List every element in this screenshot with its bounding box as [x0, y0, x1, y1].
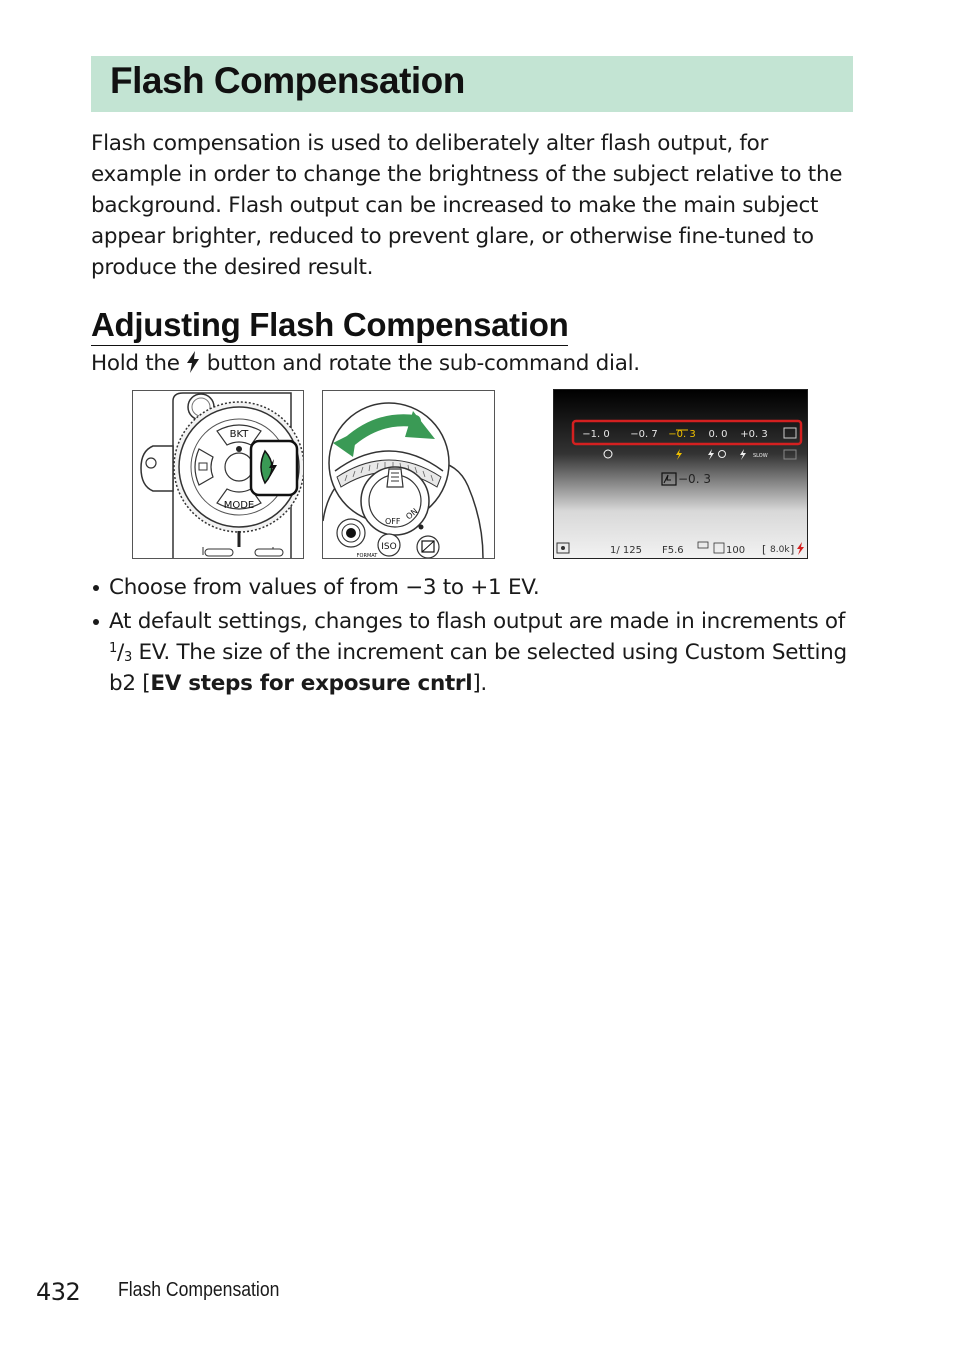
flash-icon	[186, 351, 200, 373]
fraction-slash: /	[116, 640, 124, 665]
slow-label: SLOW	[753, 453, 768, 459]
instruction-before: Hold the	[91, 351, 187, 376]
bullet-text: At default settings, changes to flash output are made in increments of	[109, 609, 846, 634]
section-title: Adjusting Flash Compensation	[91, 305, 568, 346]
format-label: FORMAT	[356, 553, 378, 558]
iso-label: ISO	[381, 542, 397, 552]
scale-value: 0. 0	[708, 429, 728, 440]
scale-value-selected: −0. 3	[668, 429, 696, 440]
figure-flash-button	[132, 390, 304, 559]
title-bar	[91, 56, 853, 112]
flash-comp-value: −0. 3	[678, 472, 711, 486]
svg-text:]: ]	[790, 543, 795, 556]
aperture: F5.6	[662, 545, 684, 556]
shutter-speed: 1/ 125	[610, 545, 642, 556]
iso-value: 100	[726, 545, 746, 556]
list-item	[91, 606, 861, 699]
figure-sub-command-dial	[322, 390, 495, 559]
on-label: ON	[404, 506, 420, 522]
scale-value: +0. 3	[740, 429, 768, 440]
scale-value: −1. 0	[582, 429, 610, 440]
figure-monitor	[553, 389, 808, 559]
bkt-label: BKT	[229, 429, 249, 440]
fraction-numerator: 1	[109, 641, 117, 656]
fraction-denominator: 3	[123, 650, 132, 665]
svg-text:[: [	[762, 543, 767, 556]
bullet-text: EV. The size of the increment can be selected using Custom Setting b2 [	[109, 640, 847, 696]
scale-value: −0. 7	[630, 429, 658, 440]
intro-paragraph: Flash compensation is used to deliberately alter flash output, for example in order to change the brightness of the subject relative to the background. Flash output can be increased to make the main subject appear brighter, reduced to prevent glare, or otherwise fine-tuned to produce the desired result.	[91, 131, 843, 280]
shots-remaining: 8.0k	[770, 545, 790, 555]
mode-label: MODE	[223, 500, 255, 511]
page-number: 432	[36, 1278, 81, 1306]
fraction	[109, 640, 132, 665]
off-label: OFF	[385, 517, 401, 526]
instruction	[91, 348, 640, 379]
list-item: Choose from values of from −3 to +1 EV.	[91, 572, 861, 603]
bullet-list	[91, 572, 861, 702]
page-title: Flash Compensation	[110, 60, 465, 101]
footer-title: Flash Compensation	[118, 1279, 280, 1301]
menu-item-reference: EV steps for exposure cntrl	[150, 671, 473, 696]
bullet-text: ].	[472, 671, 487, 696]
instruction-after: button and rotate the sub-command dial.	[200, 351, 640, 376]
